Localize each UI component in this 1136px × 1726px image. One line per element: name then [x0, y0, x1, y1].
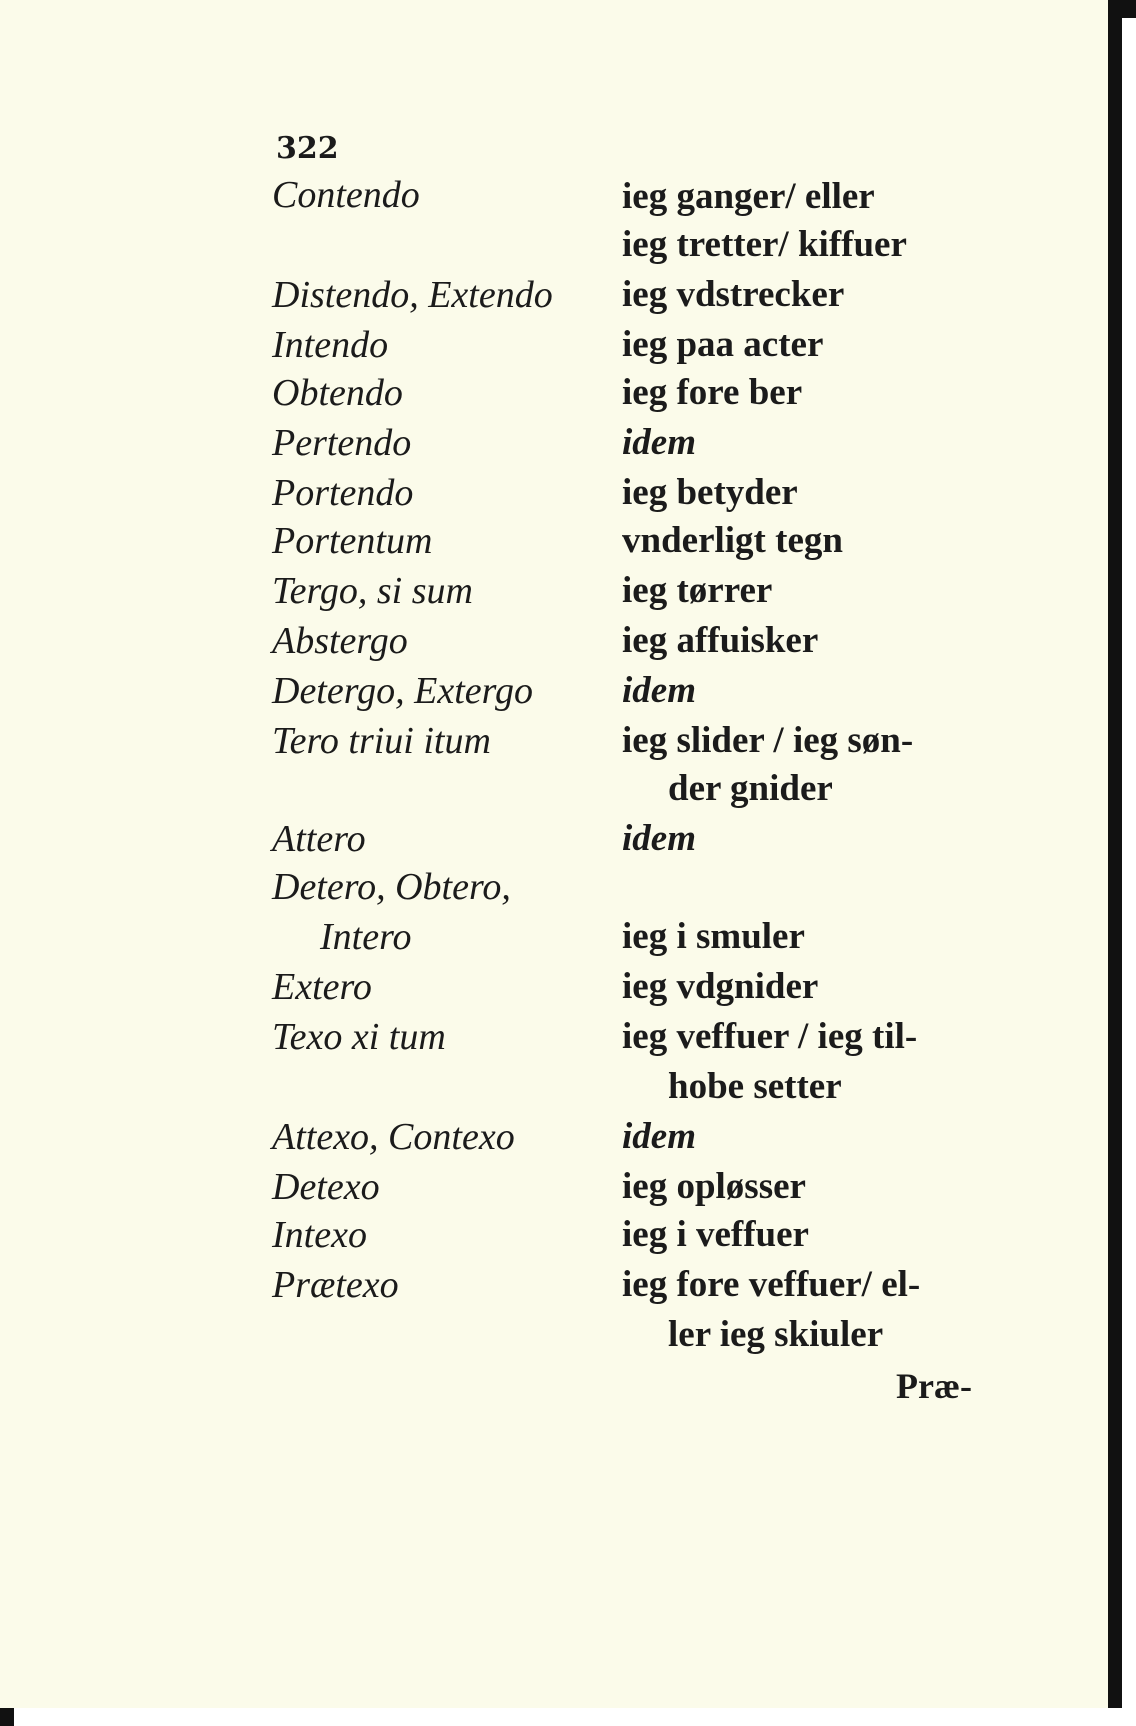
- scan-edge-bottom: [0, 1708, 1136, 1726]
- latin-term: Prætexo: [272, 1264, 399, 1306]
- danish-gloss: idem: [622, 818, 696, 859]
- latin-term: Distendo, Extendo: [272, 274, 553, 316]
- danish-gloss: idem: [622, 422, 696, 463]
- latin-term: Contendo: [272, 174, 420, 216]
- danish-gloss: ieg i veffuer: [622, 1214, 809, 1255]
- latin-term: Detexo: [272, 1166, 380, 1208]
- scan-edge-bottom-left: [0, 1708, 14, 1726]
- latin-term: Portentum: [272, 520, 433, 562]
- danish-gloss: ieg vdstrecker: [622, 274, 845, 315]
- danish-gloss: ieg fore ber: [622, 372, 803, 413]
- danish-gloss: ieg tretter/ kiffuer: [622, 224, 907, 265]
- danish-gloss: ieg opløsser: [622, 1166, 806, 1207]
- latin-term: Intexo: [272, 1214, 367, 1256]
- danish-gloss: hobe setter: [668, 1066, 842, 1107]
- latin-term: Tergo, si sum: [272, 570, 473, 612]
- latin-term: Abstergo: [272, 620, 408, 662]
- latin-term: Pertendo: [272, 422, 412, 464]
- danish-gloss: ieg i smuler: [622, 916, 805, 957]
- danish-gloss: ieg ganger/ eller: [622, 176, 875, 217]
- latin-term: Portendo: [272, 472, 414, 514]
- latin-term: Obtendo: [272, 372, 403, 414]
- danish-gloss: ieg tørrer: [622, 570, 773, 611]
- danish-gloss: idem: [622, 1116, 696, 1157]
- scan-edge-right: [1108, 0, 1122, 1726]
- danish-gloss: ieg veffuer / ieg til-: [622, 1016, 918, 1057]
- danish-gloss: ieg paa acter: [622, 324, 824, 365]
- danish-gloss: ieg vdgnider: [622, 966, 819, 1007]
- danish-gloss: ieg betyder: [622, 472, 798, 513]
- latin-term: Texo xi tum: [272, 1016, 446, 1058]
- danish-gloss: vnderligt tegn: [622, 520, 843, 561]
- latin-term: Attexo, Contexo: [272, 1116, 515, 1158]
- latin-term: Detergo, Extergo: [272, 670, 533, 712]
- danish-gloss: ieg affuisker: [622, 620, 819, 661]
- danish-gloss: ieg slider / ieg søn-: [622, 720, 914, 761]
- danish-gloss: der gnider: [668, 768, 833, 809]
- latin-term: Attero: [272, 818, 366, 860]
- danish-gloss: idem: [622, 670, 696, 711]
- latin-term: Tero triui itum: [272, 720, 491, 762]
- danish-gloss: ler ieg skiuler: [668, 1314, 884, 1355]
- page-number: 322: [276, 131, 339, 166]
- latin-term: Detero, Obtero,: [272, 866, 511, 908]
- latin-term: Extero: [272, 966, 372, 1008]
- latin-term: Intendo: [272, 324, 389, 366]
- scan-edge-corner: [1108, 0, 1136, 18]
- latin-term: Intero: [320, 916, 412, 958]
- catchword: Præ-: [896, 1366, 972, 1406]
- danish-gloss: ieg fore veffuer/ el-: [622, 1264, 921, 1305]
